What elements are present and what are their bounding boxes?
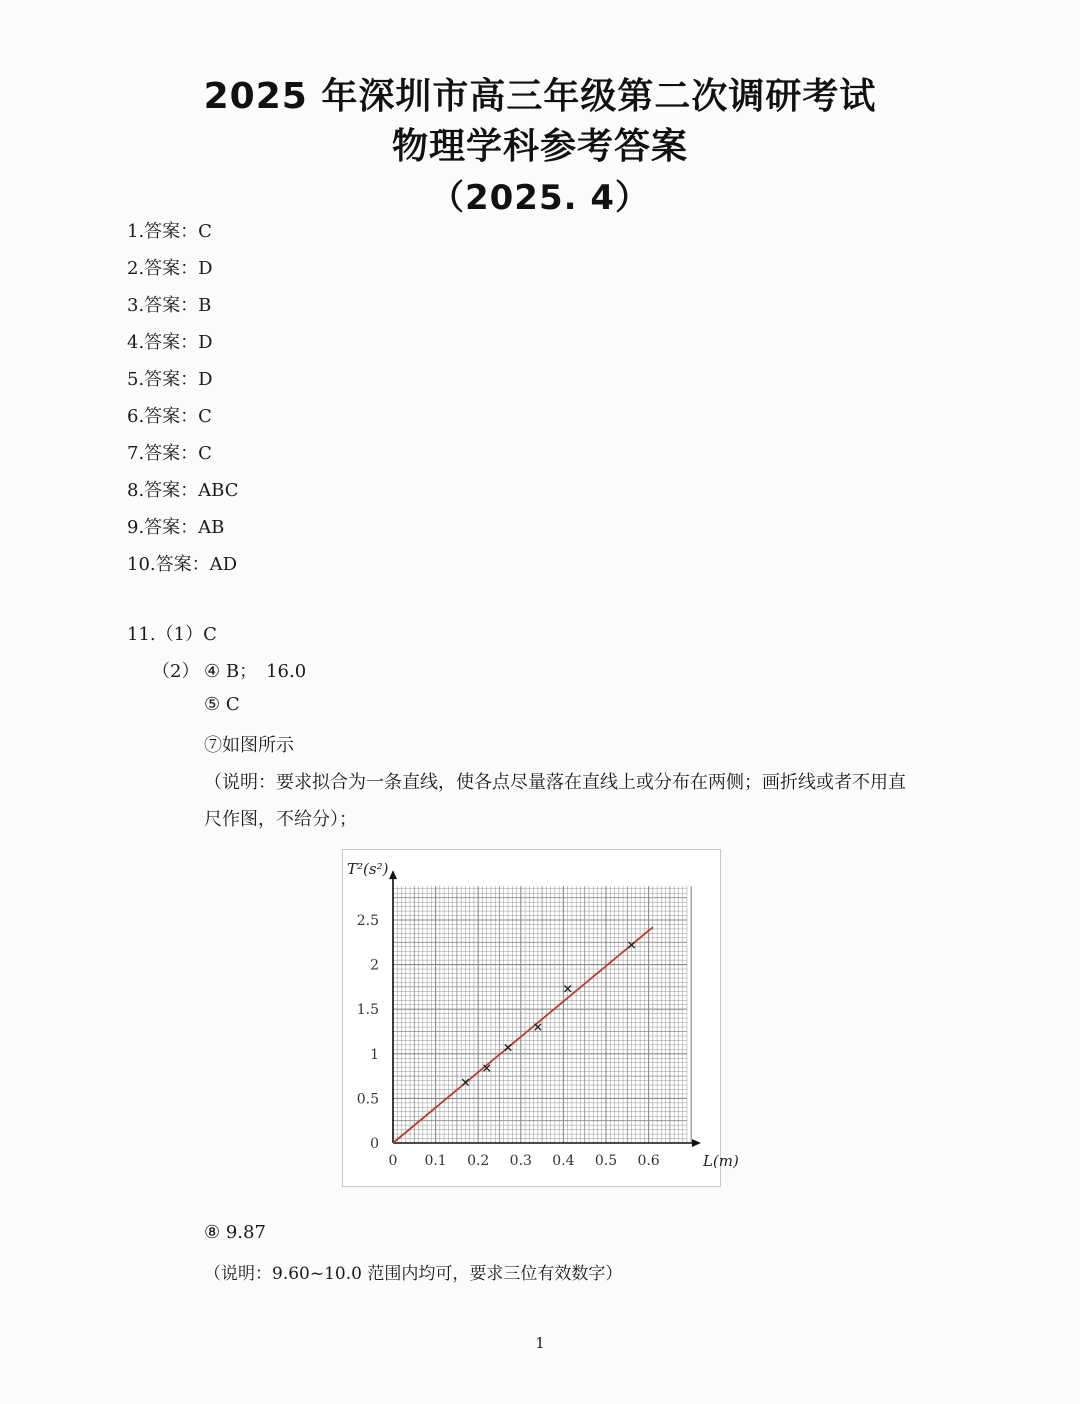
q11-item4: ④ B； 16.0	[204, 661, 307, 682]
fit-line	[393, 927, 653, 1143]
page-title: 2025 年深圳市高三年级第二次调研考试	[203, 76, 877, 117]
y-axis-arrow	[389, 870, 397, 879]
y-tick-label: 2.5	[356, 913, 379, 929]
x-tick-label: 0.3	[509, 1153, 532, 1169]
x-axis-title: L(m)	[702, 1152, 739, 1170]
x-tick-label: 0.4	[552, 1153, 575, 1169]
answer-4: 4.答案：D	[127, 332, 213, 353]
y-tick-label: 0.5	[356, 1091, 379, 1108]
q11-item7: ⑦如图所示	[204, 735, 294, 756]
y-axis-title: T²(s²)	[347, 860, 389, 878]
answer-7: 7.答案：C	[127, 443, 212, 464]
q11-note1-line1: （说明：要求拟合为一条直线，使各点尽量落在直线上或分布在两侧；画折线或者不用直	[204, 772, 906, 793]
q11-part1: 11.（1）C	[127, 624, 217, 645]
y-tick-label: 0	[370, 1136, 379, 1152]
chart-svg	[343, 850, 739, 1186]
t2-vs-l-chart	[342, 849, 739, 1187]
page-subtitle: 物理学科参考答案	[391, 126, 688, 167]
answer-3: 3.答案：B	[127, 295, 212, 316]
answer-8: 8.答案：ABC	[127, 480, 239, 501]
y-tick-label: 1	[370, 1046, 379, 1063]
x-axis-arrow	[692, 1139, 701, 1147]
q11-item5: ⑤ C	[204, 694, 240, 715]
answer-9: 9.答案：AB	[127, 517, 225, 538]
q11-note2: （说明：9.60~10.0 范围内均可，要求三位有效数字）	[204, 1264, 623, 1284]
y-tick-label: 1.5	[356, 1002, 379, 1019]
q11-item8: ⑧ 9.87	[204, 1222, 266, 1243]
q11-part2-label: （2）	[152, 661, 200, 682]
answer-1: 1.答案：C	[127, 221, 212, 242]
page-date: （2025. 4）	[429, 178, 651, 218]
y-tick-label: 2	[370, 957, 379, 974]
x-tick-label: 0	[388, 1153, 398, 1169]
answer-2: 2.答案：D	[127, 258, 213, 279]
q11-note1-line2: 尺作图，不给分）；	[204, 809, 357, 830]
page-number: 1	[535, 1334, 545, 1352]
x-tick-label: 0.6	[637, 1153, 660, 1169]
x-tick-label: 0.2	[467, 1153, 490, 1169]
answer-10: 10.答案：AD	[127, 554, 238, 575]
answer-6: 6.答案：C	[127, 406, 212, 427]
x-tick-label: 0.5	[594, 1153, 618, 1169]
x-tick-label: 0.1	[424, 1153, 447, 1169]
answer-5: 5.答案：D	[127, 369, 213, 390]
